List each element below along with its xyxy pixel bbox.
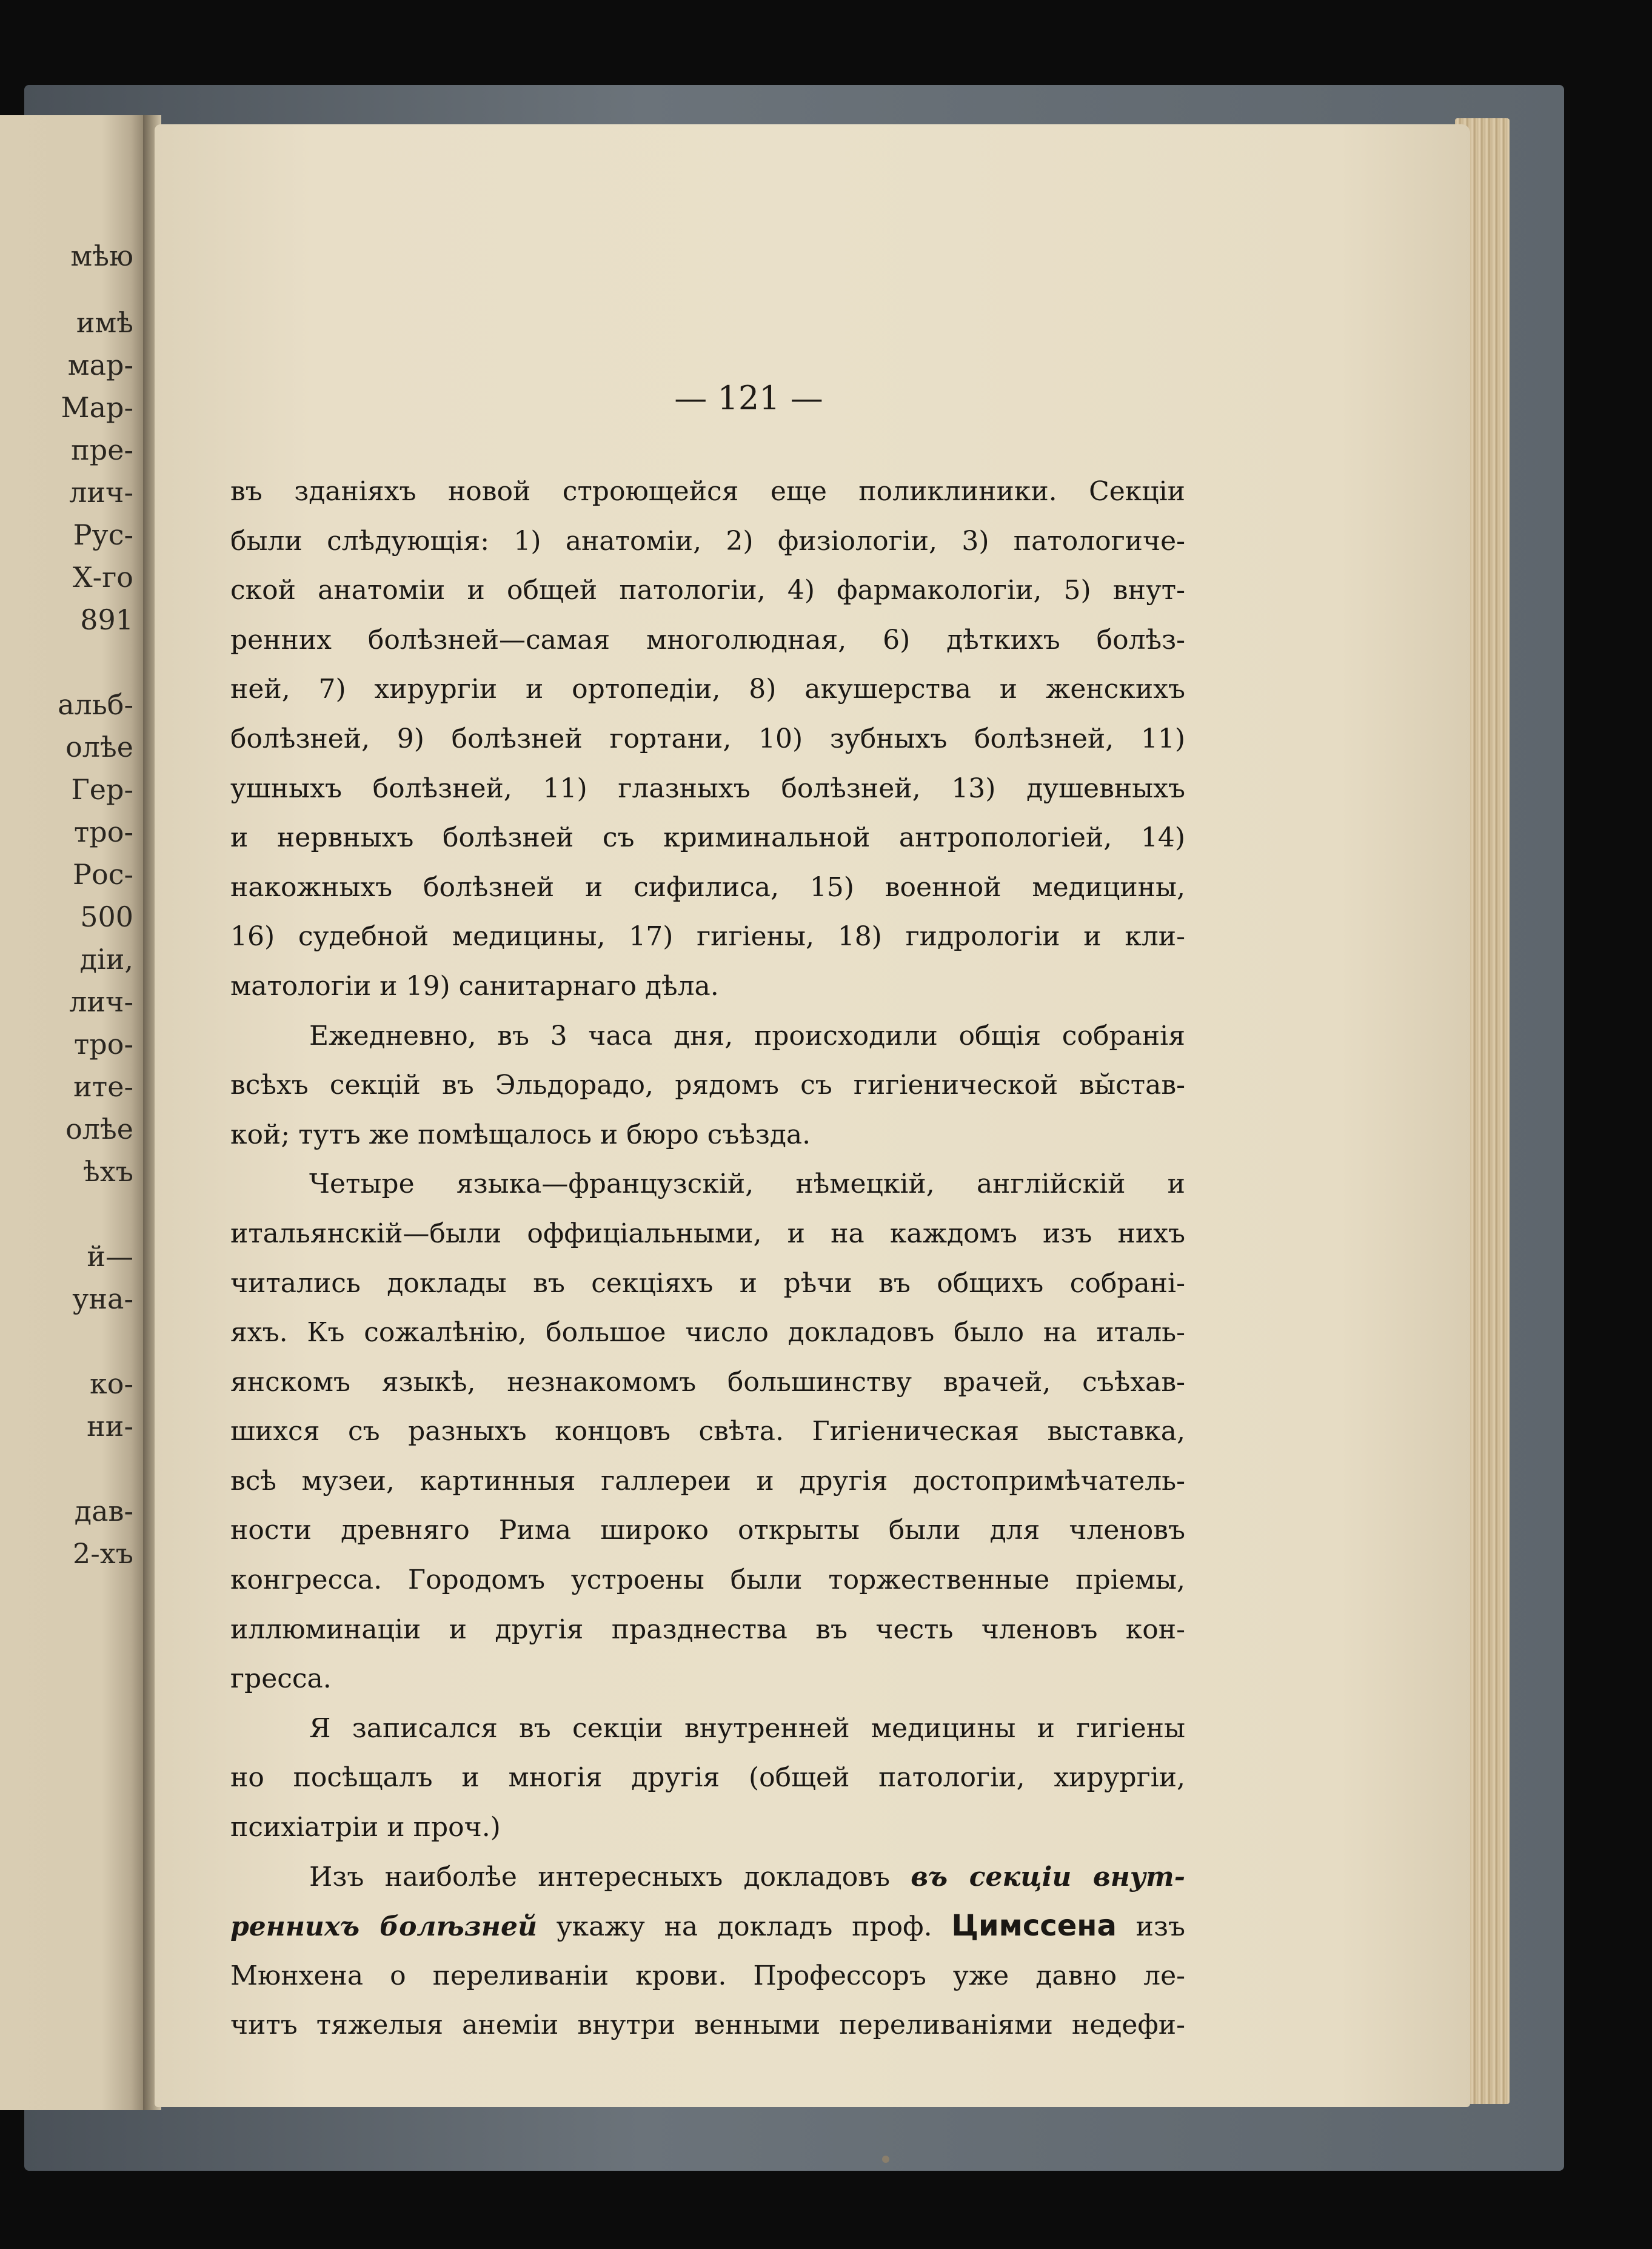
previous-page-line: тро- <box>73 1028 133 1061</box>
text-line: болѣзней, 9) болѣзней гортани, 10) зубныхъ болѣзней, 11) <box>230 723 1185 754</box>
text-line: конгресса. Городомъ устроены были торжественные пріемы, <box>230 1564 1185 1596</box>
text-line: Четыре языка—французскій, нѣмецкій, англійскій и <box>309 1168 1185 1200</box>
previous-page-line: мар- <box>67 349 133 381</box>
previous-page-line: 500 <box>80 900 133 933</box>
body-text <box>230 467 1185 2050</box>
text-line: шихся съ разныхъ концовъ свѣта. Гигіеническая выставка, <box>230 1416 1185 1447</box>
text-line: и нервныхъ болѣзней съ криминальной антропологіей, 14) <box>230 822 1185 854</box>
text-line: янскомъ языкѣ, незнакомомъ большинству врачей, съѣхав- <box>230 1366 1185 1398</box>
emphasis-author-name: Цимссена <box>951 1909 1117 1943</box>
text-line: гресса. <box>230 1663 332 1695</box>
previous-page-line: Гер- <box>71 773 133 806</box>
previous-page-line: діи, <box>79 943 133 976</box>
previous-page-line: ни- <box>87 1410 133 1443</box>
text-run: изъ <box>1116 1911 1185 1943</box>
previous-page-line: лич- <box>69 476 133 509</box>
text-line: 16) судебной медицины, 17) гигіены, 18) гидрологіи и кли- <box>230 921 1185 953</box>
text-line: Я записался въ секціи внутренней медицины и гигіены <box>309 1712 1185 1744</box>
text-run: укажу на докладъ проф. <box>537 1911 952 1943</box>
text-line: но посѣщалъ и многія другія (общей патологіи, хирургіи, <box>230 1762 1185 1794</box>
previous-page-line: Х-го <box>72 561 133 594</box>
text-line: Ежедневно, въ 3 часа дня, происходили общія собранія <box>309 1020 1185 1051</box>
previous-page-line: Мар- <box>61 391 133 424</box>
previous-page-line: й— <box>87 1240 133 1273</box>
previous-page-line: 2-хъ <box>72 1537 133 1570</box>
previous-page-line: уна- <box>72 1282 133 1315</box>
page-121 <box>155 124 1470 2107</box>
text-line: всѣ музеи, картинныя галлереи и другія достопримѣчатель- <box>230 1465 1185 1497</box>
previous-page-line: олѣе <box>65 731 133 763</box>
previous-page-line: ко- <box>90 1367 133 1400</box>
text-line: ской анатоміи и общей патологіи, 4) фармакологіи, 5) внут- <box>230 575 1185 606</box>
text-line: всѣхъ секцій въ Эльдорадо, рядомъ съ гигіенической вы̆став- <box>230 1070 1185 1101</box>
text-line: ней, 7) хирургіи и ортопедіи, 8) акушерства и женскихъ <box>230 674 1185 705</box>
text-line: въ зданіяхъ новой строющейся еще поликлиники. Секціи <box>230 476 1185 507</box>
emphasis-section-name: въ секціи внут- <box>911 1861 1185 1892</box>
text-line: читались доклады въ секціяхъ и рѣчи въ общихъ собрані- <box>230 1267 1185 1299</box>
text-line: матологіи и 19) санитарнаго дѣла. <box>230 970 719 1002</box>
previous-page-line: дав- <box>74 1495 133 1527</box>
text-run: Изъ наиболѣе интересныхъ докладовъ <box>309 1861 911 1892</box>
previous-page-line: Рус- <box>73 518 133 551</box>
previous-page-line: олѣе <box>65 1113 133 1145</box>
previous-page-line: лич- <box>69 985 133 1018</box>
previous-page-line: ите- <box>73 1070 133 1103</box>
text-line: ушныхъ болѣзней, 11) глазныхъ болѣзней, 13) душевныхъ <box>230 773 1185 804</box>
text-line <box>230 1852 1185 1902</box>
text-line <box>230 1902 1185 1951</box>
text-line: читъ тяжелыя анеміи внутри венными переливаніями недефи- <box>230 2009 1185 2041</box>
text-line: психіатріи и проч.) <box>230 1812 501 1843</box>
page-number: — 121 — <box>674 379 823 417</box>
previous-page-line: альб- <box>58 688 133 721</box>
text-line: ренних болѣзней—самая многолюдная, 6) дѣткихъ болѣз- <box>230 624 1185 655</box>
emphasis-section-name: реннихъ болѣзней <box>230 1911 537 1943</box>
previous-page-line: тро- <box>73 816 133 848</box>
text-line: кой; тутъ же помѣщалось и бюро съѣзда. <box>230 1119 811 1150</box>
paper-speck <box>882 2156 889 2163</box>
previous-page-line: Рос- <box>73 858 133 891</box>
text-line: иллюминаціи и другія празднества въ честь членовъ кон- <box>230 1614 1185 1645</box>
text-line: были слѣдующія: 1) анатоміи, 2) физіологіи, 3) патологиче- <box>230 525 1185 557</box>
previous-page-line: 891 <box>80 603 133 636</box>
text-line: ности древняго Рима широко открыты были для членовъ <box>230 1515 1185 1546</box>
previous-page-line: имѣ <box>76 306 133 339</box>
previous-page-line: мѣю <box>70 240 133 272</box>
text-line: яхъ. Къ сожалѣнію, большое число докладовъ было на италь- <box>230 1317 1185 1349</box>
previous-page-line: ѣхъ <box>83 1155 133 1188</box>
previous-page-line: пре- <box>71 434 133 466</box>
text-line: накожныхъ болѣзней и сифилиса, 15) военной медицины, <box>230 871 1185 903</box>
text-line: Мюнхена о переливаніи крови. Профессоръ уже давно ле- <box>230 1960 1185 1991</box>
text-line: итальянскій—были оффиціальными, и на каждомъ изъ нихъ <box>230 1218 1185 1249</box>
